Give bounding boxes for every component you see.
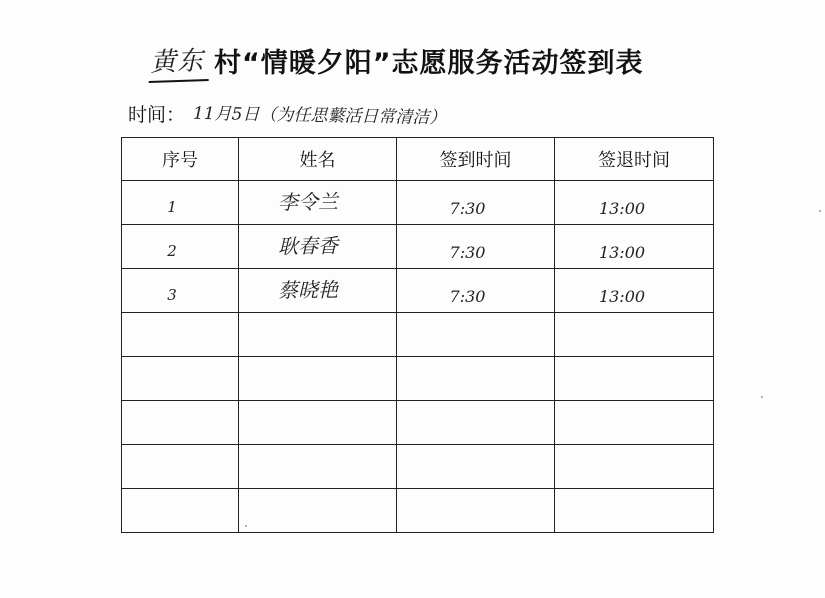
cell-sign-out: 13:00 [555,225,714,269]
time-label: 时间： [128,104,186,126]
cell-sign-out: 13:00 [555,181,714,225]
cell-serial-no [122,313,239,357]
cell-serial-no [122,401,239,445]
sheet-title [148,34,644,82]
cell-sign-out [555,357,714,401]
cell-sign-out [555,313,714,357]
cell-serial-no [122,489,239,533]
header-sign-out-time: 签退时间 [555,138,714,181]
village-name-handwritten: 黄东 [147,40,208,83]
cell-name: 耿春香 [239,225,397,269]
cell-sign-in: 7:30 [397,225,555,269]
cell-name [239,445,397,489]
time-value-handwritten: 11月5日（为任思蘩活日常清洁） [192,103,447,129]
cell-sign-in [397,401,555,445]
cell-name [239,401,397,445]
cell-serial-no: 3 [122,269,239,313]
cell-sign-out [555,445,714,489]
cell-name [239,489,397,533]
cell-sign-in [397,357,555,401]
cell-serial-no [122,445,239,489]
table-row [122,269,714,313]
table-row [122,225,714,269]
cell-sign-out [555,489,714,533]
scan-speck [761,396,763,398]
table-row [122,181,714,225]
cell-sign-out [555,401,714,445]
table-row [122,357,714,401]
cell-sign-in [397,445,555,489]
cell-sign-in [397,313,555,357]
sign-in-table [121,137,714,533]
cell-sign-in [397,489,555,533]
header-sign-in-time: 签到时间 [397,138,555,181]
table-header-row [122,138,714,181]
cell-name: 蔡晓艳 [239,269,397,313]
cell-sign-in: 7:30 [397,269,555,313]
cell-serial-no: 1 [122,181,239,225]
table-row [122,313,714,357]
cell-sign-in: 7:30 [397,181,555,225]
table-row [122,489,714,533]
table-row [122,401,714,445]
cell-serial-no [122,357,239,401]
header-name: 姓名 [239,138,397,181]
time-line [128,100,446,127]
cell-name: 李令兰 [239,181,397,225]
cell-name [239,357,397,401]
scan-speck [245,525,247,527]
scan-speck [819,210,821,212]
cell-name [239,313,397,357]
title-printed-text: 村“情暖夕阳”志愿服务活动签到表 [214,48,644,79]
cell-sign-out: 13:00 [555,269,714,313]
table-row [122,445,714,489]
header-serial-no: 序号 [122,138,239,181]
cell-serial-no: 2 [122,225,239,269]
